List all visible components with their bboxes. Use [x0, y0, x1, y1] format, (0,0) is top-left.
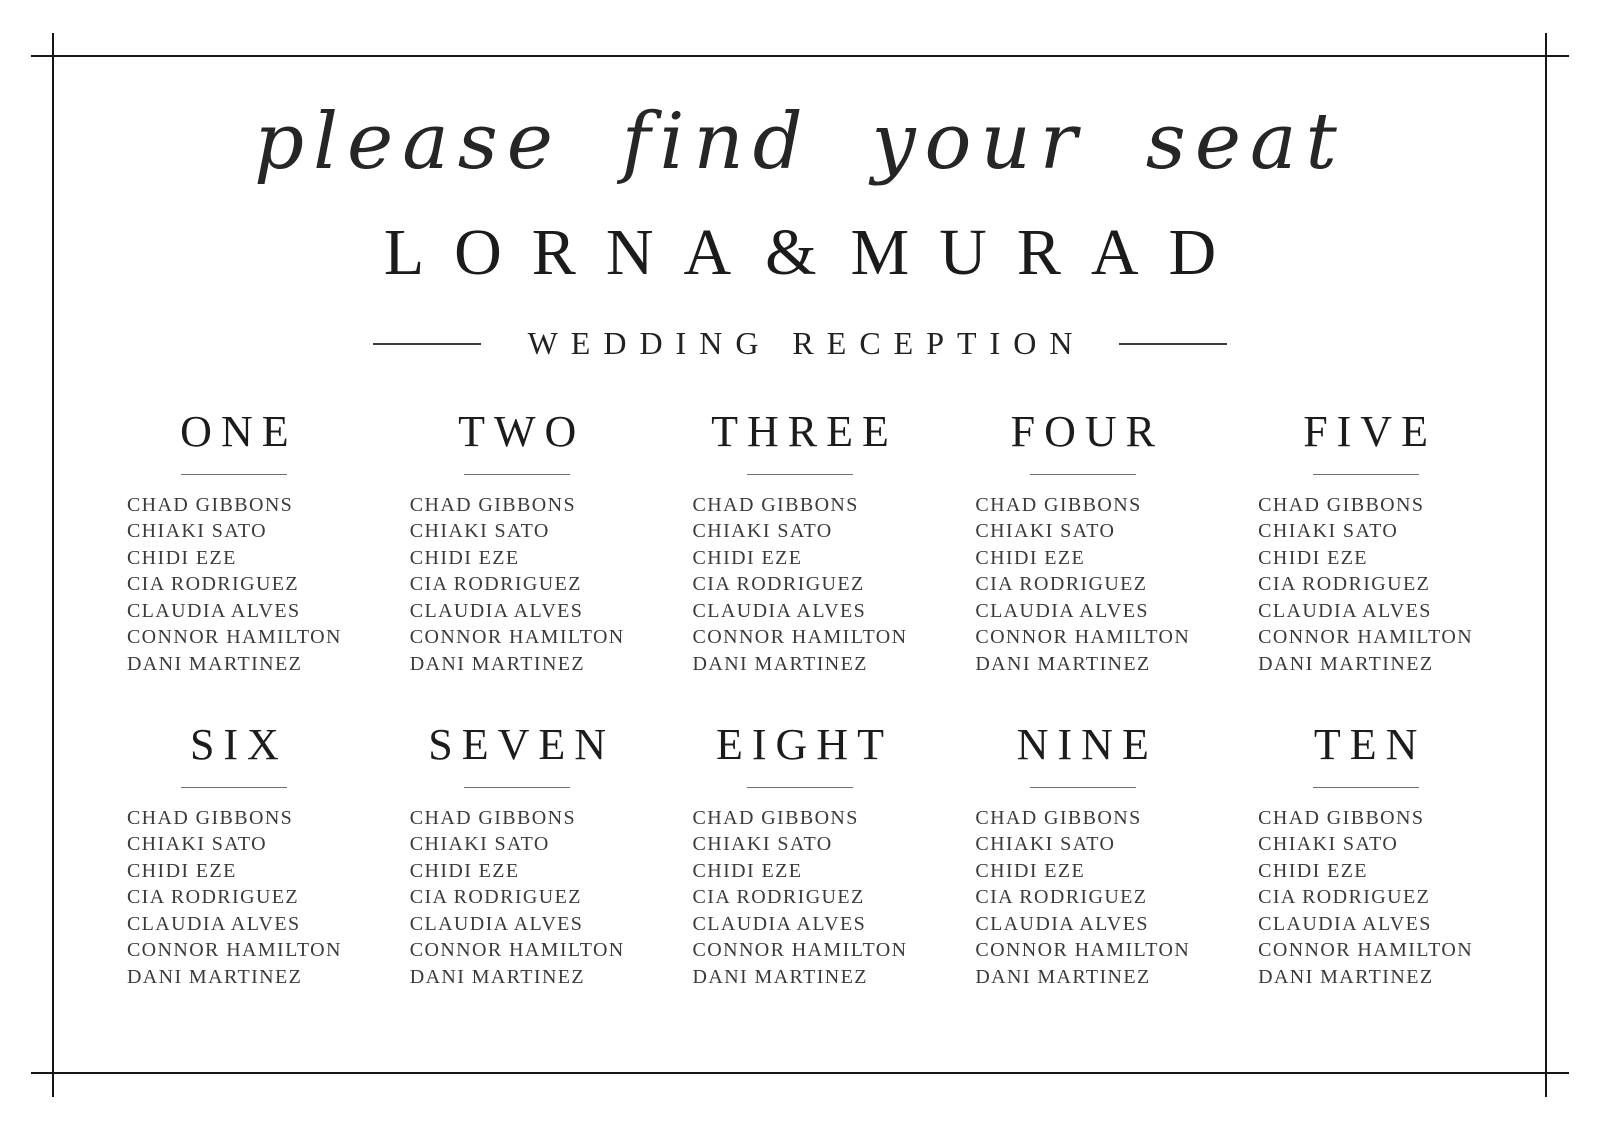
guest-name: CHAD GIBBONS	[409, 806, 576, 829]
script-title: please find your seat	[254, 97, 1346, 187]
table-card	[376, 721, 659, 990]
guest-name: CHAD GIBBONS	[409, 493, 576, 516]
guest-name: CHAD GIBBONS	[126, 806, 294, 829]
guest-name: CHAD GIBBONS	[126, 493, 294, 516]
guest-name: CHIDI EZE	[409, 546, 520, 569]
couple-name	[53, 215, 1547, 291]
guest-name: CHIDI EZE	[975, 859, 1086, 882]
table-card	[376, 408, 659, 677]
subtitle-right-rule	[1119, 343, 1227, 345]
guest-name: CHIAKI SATO	[1258, 520, 1399, 543]
guest-name: CHIAKI SATO	[126, 520, 267, 543]
guest-name: CONNOR HAMILTON	[409, 626, 625, 649]
guest-list	[410, 492, 625, 678]
ampersand: &	[765, 216, 847, 290]
guest-name: CIA RODRIGUEZ	[409, 573, 582, 596]
guest-name: CIA RODRIGUEZ	[1258, 573, 1431, 596]
guest-name: DANI MARTINEZ	[126, 652, 303, 675]
guest-name: DANI MARTINEZ	[409, 965, 586, 988]
subtitle: WEDDING RECEPTION	[527, 325, 1086, 362]
guest-name: CHIDI EZE	[1258, 859, 1368, 882]
guest-name: CONNOR HAMILTON	[975, 939, 1191, 962]
guest-name: CONNOR HAMILTON	[1258, 939, 1474, 962]
table-title: FIVE	[1303, 407, 1437, 457]
guest-name: CIA RODRIGUEZ	[409, 886, 582, 909]
guest-name: CLAUDIA ALVES	[409, 912, 584, 935]
guest-name: CIA RODRIGUEZ	[692, 573, 865, 596]
guest-name: CHIDI EZE	[1258, 546, 1368, 569]
table-title: NINE	[1016, 720, 1158, 770]
guest-name: CHIDI EZE	[126, 859, 237, 882]
guest-name: CONNOR HAMILTON	[126, 626, 342, 649]
guest-name: CLAUDIA ALVES	[975, 599, 1149, 622]
subtitle-row	[53, 325, 1547, 362]
table-title: SIX	[189, 720, 288, 770]
guest-name: DANI MARTINEZ	[126, 965, 303, 988]
table-card	[1224, 408, 1507, 677]
guest-name: DANI MARTINEZ	[975, 965, 1151, 988]
guest-name: CONNOR HAMILTON	[409, 939, 625, 962]
guest-name: DANI MARTINEZ	[1258, 652, 1434, 675]
guest-name: CHIAKI SATO	[975, 520, 1116, 543]
table-card	[941, 408, 1224, 677]
guest-list	[693, 492, 908, 678]
couple-name-right: MURAD	[850, 216, 1247, 290]
guest-name: CONNOR HAMILTON	[1258, 626, 1474, 649]
guest-name: CLAUDIA ALVES	[126, 599, 301, 622]
guest-name: CHIAKI SATO	[409, 833, 550, 856]
table-title: TWO	[458, 407, 586, 457]
guest-name: CLAUDIA ALVES	[1258, 599, 1432, 622]
table-divider	[181, 787, 287, 788]
guest-name: CHAD GIBBONS	[975, 493, 1142, 516]
table-divider	[747, 787, 853, 788]
table-title: EIGHT	[716, 720, 893, 770]
guest-name: CHIDI EZE	[692, 859, 803, 882]
guest-name: CHIDI EZE	[409, 859, 520, 882]
guest-name: CHIAKI SATO	[692, 520, 833, 543]
table-divider	[181, 474, 287, 475]
guest-list	[693, 805, 908, 991]
guest-name: CHIDI EZE	[126, 546, 237, 569]
guest-name: DANI MARTINEZ	[692, 965, 868, 988]
seating-chart-sheet	[53, 56, 1547, 1074]
guest-name: CLAUDIA ALVES	[1258, 912, 1432, 935]
guest-name: CHAD GIBBONS	[1258, 493, 1425, 516]
table-card	[93, 721, 376, 990]
guest-name: CHAD GIBBONS	[975, 806, 1142, 829]
guest-name: CHAD GIBBONS	[692, 493, 859, 516]
guest-name: CHIAKI SATO	[1258, 833, 1399, 856]
guest-name: CONNOR HAMILTON	[126, 939, 342, 962]
guest-name: CONNOR HAMILTON	[692, 626, 908, 649]
table-title: TEN	[1313, 720, 1427, 770]
guest-name: CLAUDIA ALVES	[126, 912, 301, 935]
table-card	[659, 408, 942, 677]
guest-name: DANI MARTINEZ	[1258, 965, 1434, 988]
table-divider	[1313, 787, 1419, 788]
guest-name: CIA RODRIGUEZ	[126, 886, 300, 909]
guest-name: CLAUDIA ALVES	[975, 912, 1149, 935]
seating-grid	[93, 408, 1507, 990]
guest-name: CLAUDIA ALVES	[692, 599, 867, 622]
guest-name: CONNOR HAMILTON	[692, 939, 908, 962]
table-card	[941, 721, 1224, 990]
guest-name: CHIAKI SATO	[126, 833, 267, 856]
guest-name: CIA RODRIGUEZ	[1258, 886, 1431, 909]
guest-list	[1258, 492, 1473, 678]
table-divider	[1313, 474, 1419, 475]
guest-name: CIA RODRIGUEZ	[692, 886, 865, 909]
guest-name: CONNOR HAMILTON	[975, 626, 1191, 649]
guest-name: DANI MARTINEZ	[409, 652, 586, 675]
guest-name: CHIAKI SATO	[692, 833, 833, 856]
table-divider	[1030, 787, 1136, 788]
table-title: SEVEN	[428, 720, 616, 770]
guest-name: CIA RODRIGUEZ	[975, 886, 1148, 909]
guest-name: CHIAKI SATO	[409, 520, 550, 543]
guest-name: DANI MARTINEZ	[692, 652, 868, 675]
guest-name: DANI MARTINEZ	[975, 652, 1151, 675]
table-divider	[464, 787, 570, 788]
guest-name: CHAD GIBBONS	[692, 806, 859, 829]
table-title: THREE	[711, 407, 898, 457]
table-divider	[747, 474, 853, 475]
guest-list	[127, 805, 342, 991]
guest-name: CLAUDIA ALVES	[409, 599, 584, 622]
table-divider	[1030, 474, 1136, 475]
guest-name: CIA RODRIGUEZ	[975, 573, 1148, 596]
table-title: FOUR	[1010, 407, 1164, 457]
table-card	[659, 721, 942, 990]
guest-list	[975, 805, 1190, 991]
guest-name: CHIDI EZE	[975, 546, 1086, 569]
table-divider	[464, 474, 570, 475]
guest-name: CHAD GIBBONS	[1258, 806, 1425, 829]
guest-list	[410, 805, 625, 991]
guest-list	[127, 492, 342, 678]
table-card	[93, 408, 376, 677]
guest-name: CIA RODRIGUEZ	[126, 573, 300, 596]
guest-name: CLAUDIA ALVES	[692, 912, 867, 935]
table-card	[1224, 721, 1507, 990]
guest-list	[975, 492, 1190, 678]
table-title: ONE	[180, 407, 298, 457]
subtitle-left-rule	[373, 343, 481, 345]
guest-name: CHIDI EZE	[692, 546, 803, 569]
guest-list	[1258, 805, 1473, 991]
guest-name: CHIAKI SATO	[975, 833, 1116, 856]
couple-name-left: LORNA	[383, 216, 762, 290]
